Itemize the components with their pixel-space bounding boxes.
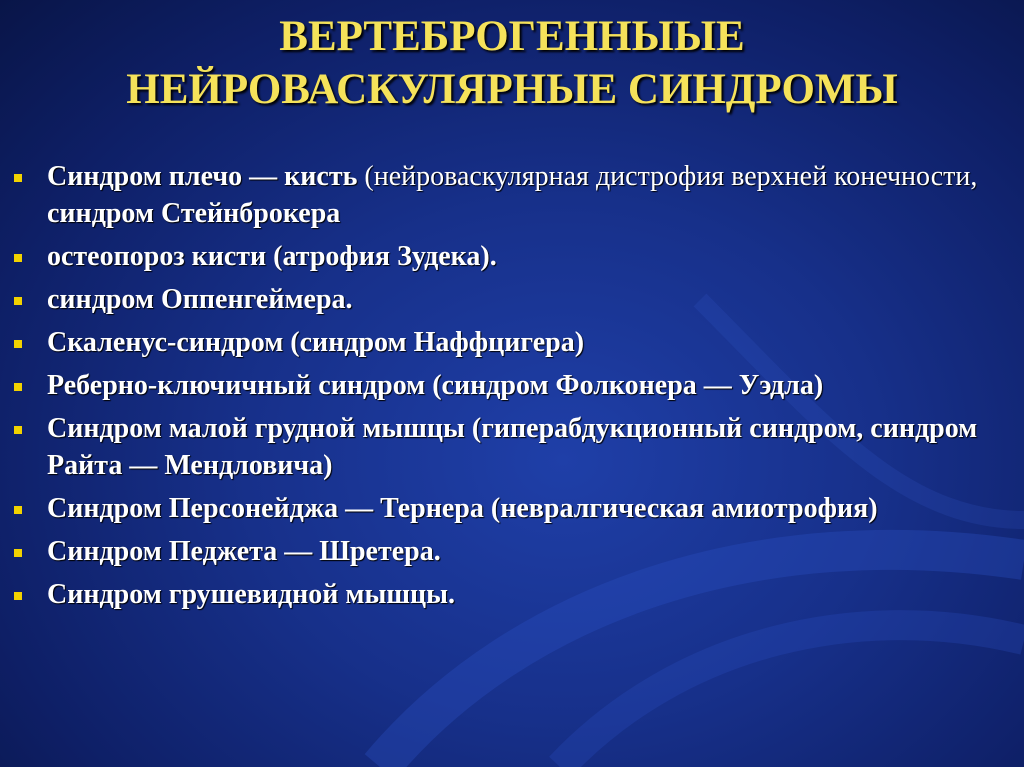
list-item-text: Синдром малой грудной мышцы (гиперабдукционный синдром, синдром Райта — Мендловича): [47, 413, 978, 481]
list-item-text: Синдром Персонейджа — Тернера (невралгическая амиотрофия): [47, 493, 878, 524]
square-bullet-icon: [14, 506, 22, 514]
title-line-2: НЕЙРОВАСКУЛЯРНЫЕ СИНДРОМЫ: [126, 66, 898, 113]
slide-title: [60, 10, 964, 116]
list-item-text: синдром Оппенгеймера.: [47, 284, 353, 315]
list-item: [14, 490, 1004, 527]
title-line-1: ВЕРТЕБРОГЕННЫЫЕ: [279, 13, 745, 60]
square-bullet-icon: [14, 174, 22, 182]
list-item: [14, 533, 1004, 570]
list-item: [14, 281, 1004, 318]
square-bullet-icon: [14, 426, 22, 434]
list-item: [14, 576, 1004, 613]
list-item-text: Синдром Педжета — Шретера.: [47, 536, 441, 567]
square-bullet-icon: [14, 340, 22, 348]
list-item: [14, 158, 1004, 232]
square-bullet-icon: [14, 297, 22, 305]
list-item: [14, 410, 1004, 484]
square-bullet-icon: [14, 549, 22, 557]
list-item-normal-text: (нейроваскулярная дистрофия верхней конечности,: [357, 161, 978, 192]
list-item-text: остеопороз кисти (атрофия Зудека).: [47, 241, 497, 272]
list-item: [14, 238, 1004, 275]
square-bullet-icon: [14, 254, 22, 262]
list-item: [14, 324, 1004, 361]
list-item-bold-text: синдром Стейнброкера: [47, 198, 341, 229]
list-item-text: Синдром грушевидной мышцы.: [47, 579, 455, 610]
list-item: [14, 367, 1004, 404]
list-item-text: Скаленус-синдром (синдром Наффцигера): [47, 327, 585, 358]
square-bullet-icon: [14, 383, 22, 391]
list-item-text: Реберно-ключичный синдром (синдром Фолконера — Уэдла): [47, 370, 824, 401]
syndrome-list: [14, 158, 1004, 619]
square-bullet-icon: [14, 592, 22, 600]
list-item-bold-text: Синдром плечо — кисть: [47, 161, 358, 192]
